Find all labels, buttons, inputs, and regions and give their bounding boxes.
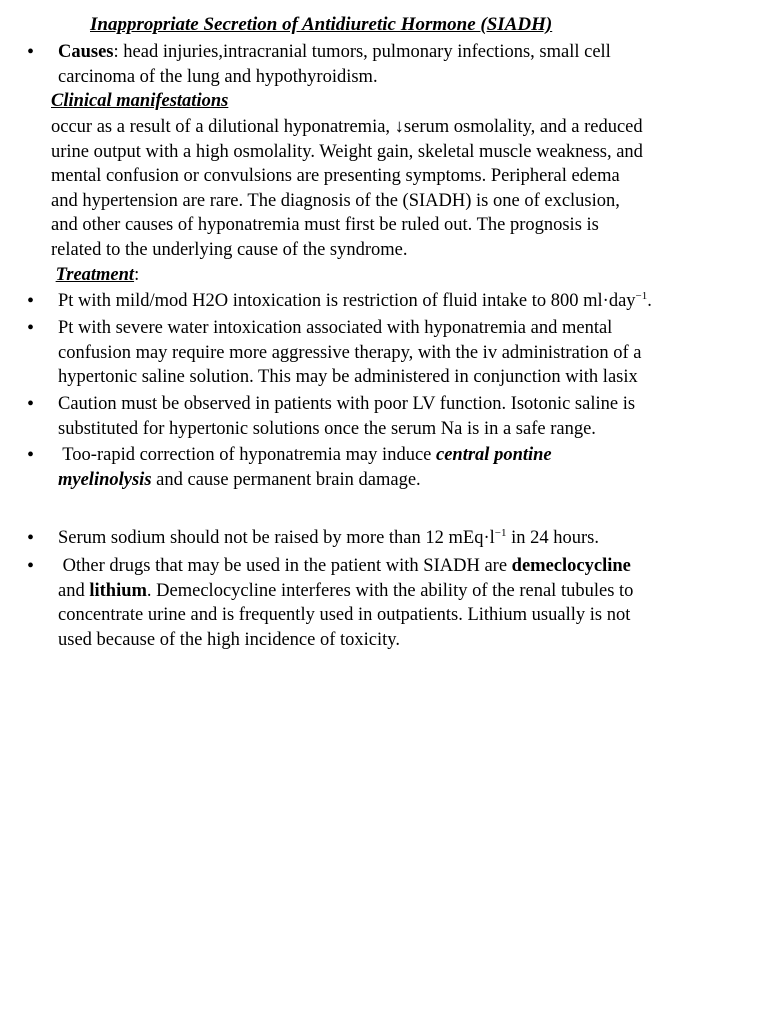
demeclocycline-term: demeclocycline xyxy=(511,556,631,576)
myelinolysis-term: myelinolysis xyxy=(58,469,152,490)
other-drugs-text: and xyxy=(58,580,90,601)
period: . xyxy=(647,291,652,311)
treatment-line: Caution must be observed in patients with poor LV function. Isotonic saline is xyxy=(58,394,636,414)
serum-sodium-text-end: in 24 hours. xyxy=(506,528,599,548)
clinical-line: mental confusion or convulsions are presenting symptoms. Peripheral edema xyxy=(51,166,620,186)
treatment-item-text xyxy=(58,392,748,441)
treatment-item-text xyxy=(58,554,748,652)
treatment-item-text xyxy=(58,316,748,390)
treatment-heading-colon: : xyxy=(134,265,140,285)
causes-line1: : head injuries,intracranial tumors, pulmonary infections, small cell xyxy=(113,42,611,62)
causes-text xyxy=(58,40,748,89)
treatment-text: Too-rapid correction of hyponatremia may induce xyxy=(58,445,436,465)
other-drugs-text: . Demeclocycline interferes with the ability of the renal tubules to xyxy=(146,580,634,601)
lithium-term: lithium xyxy=(89,580,147,601)
treatment-item-text xyxy=(58,289,748,314)
treatment-line: substituted for hypertonic solutions once the serum Na is in a safe range. xyxy=(58,418,596,439)
clinical-line: occur as a result of a dilutional hyponatremia, ↓serum osmolality, and a reduced xyxy=(51,117,643,137)
superscript: −1 xyxy=(635,290,648,302)
treatment-line: hypertonic saline solution. This may be administered in conjunction with lasix xyxy=(58,367,638,387)
clinical-line: related to the underlying cause of the syndrome. xyxy=(51,239,408,260)
serum-sodium-text: Serum sodium should not be raised by more than 12 mEq·l xyxy=(58,528,495,548)
causes-line2: carcinoma of the lung and hypothyroidism. xyxy=(58,66,378,87)
treatment-line: Pt with severe water intoxication associated with hyponatremia and mental xyxy=(58,318,613,338)
clinical-manifestations-paragraph xyxy=(51,115,751,262)
treatment-line: confusion may require more aggressive therapy, with the iv administration of a xyxy=(58,342,642,363)
bullet-icon: • xyxy=(27,393,35,415)
clinical-manifestations-heading xyxy=(51,89,228,114)
other-drugs-text: Other drugs that may be used in the patient with SIADH are xyxy=(58,556,512,576)
treatment-item-text xyxy=(58,443,748,492)
clinical-line: urine output with a high osmolality. Weight gain, skeletal muscle weakness, and xyxy=(51,141,643,162)
superscript: −1 xyxy=(494,527,507,539)
treatment-item-text xyxy=(58,526,748,551)
other-drugs-line: used because of the high incidence of toxicity. xyxy=(58,629,400,650)
bullet-icon: • xyxy=(27,555,35,577)
clinical-line: and hypertension are rare. The diagnosis of the (SIADH) is one of exclusion, xyxy=(51,190,620,211)
causes-label: Causes xyxy=(58,42,114,62)
treatment-heading-text: Treatment xyxy=(55,265,135,285)
central-pontine-term: central pontine xyxy=(436,445,552,465)
clinical-heading-text: Clinical manifestations xyxy=(51,91,229,111)
treatment-heading xyxy=(51,263,139,288)
bullet-icon: • xyxy=(27,527,35,549)
bullet-icon: • xyxy=(27,317,35,339)
bullet-icon: • xyxy=(27,290,35,312)
bullet-icon: • xyxy=(27,444,35,466)
page-title: Inappropriate Secretion of Antidiuretic Hormone (SIADH) xyxy=(90,14,553,35)
treatment-text: and cause permanent brain damage. xyxy=(151,469,421,490)
clinical-line: and other causes of hyponatremia must first be ruled out. The prognosis is xyxy=(51,215,599,235)
other-drugs-line: concentrate urine and is frequently used in outpatients. Lithium usually is not xyxy=(58,605,631,625)
fluid-restriction-text: Pt with mild/mod H2O intoxication is restriction of fluid intake to 800 ml·day xyxy=(58,291,636,311)
bullet-icon: • xyxy=(27,41,35,63)
